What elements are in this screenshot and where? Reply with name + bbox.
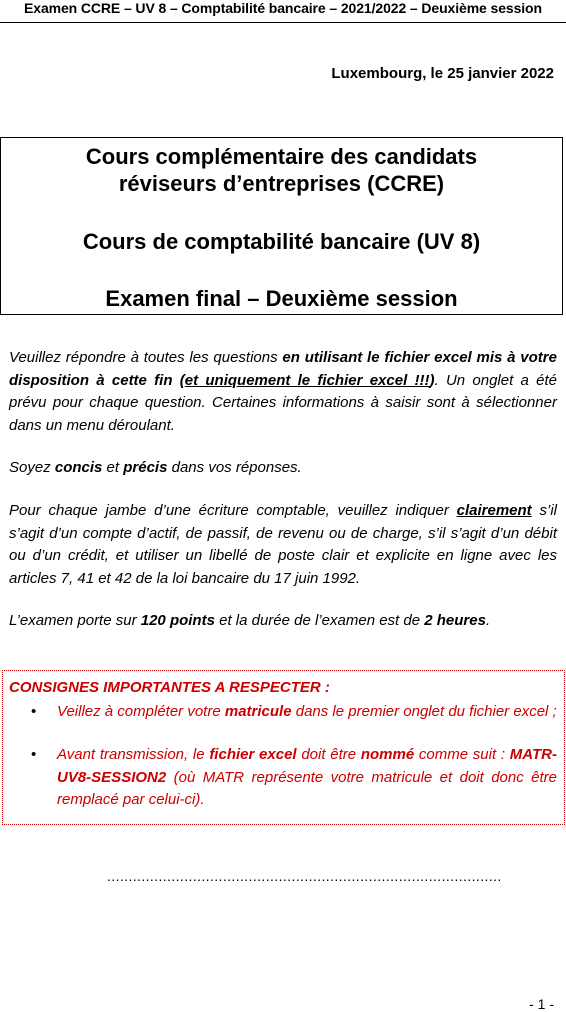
title-line-2: réviseurs d’entreprises (CCRE)	[118, 171, 445, 196]
title-line-4: Examen final – Deuxième session	[105, 286, 458, 311]
page-number: - 1 -	[529, 996, 554, 1012]
title-line-3: Cours de comptabilité bancaire (UV 8)	[82, 229, 481, 254]
consignes-box: CONSIGNES IMPORTANTES A RESPECTER : • Veillez à compléter votre matricule dans le premier onglet du fichier excel ; • Avant transmission, le fichier excel doit être nommé comme suit : MATR-UV8-SESSION2 (où MATR représente votre matricule et doit donc être remplacé par celui-ci).	[2, 670, 565, 825]
bullet-icon: •	[31, 746, 37, 763]
title-line-1: Cours complémentaire des candidats	[85, 144, 478, 169]
exam-paragraph: L’examen porte sur 120 points et la durée de l’examen est de 2 heures.	[9, 612, 491, 629]
header-divider	[0, 22, 566, 23]
running-header: Examen CCRE – UV 8 – Comptabilité bancaire – 2021/2022 – Deuxième session	[24, 0, 542, 16]
concise-paragraph: Soyez concis et précis dans vos réponses.	[9, 459, 302, 476]
jambe-paragraph: Pour chaque jambe d’une écriture comptable, veuillez indiquer clairement s’il s’agit d’un compte d’actif, de passif, de revenu ou de charge, s’il s’agit d’un débit ou d’un crédit, et utiliser un libellé de poste clair et explicite en ligne avec les articles 7, 41 et 42 de la loi bancaire du 17 juin 1992.	[9, 502, 557, 587]
intro-paragraph: Veuillez répondre à toutes les questions en utilisant le fichier excel mis à votre disposition à cette fin (et uniquement le fichier excel !!!). Un onglet a été prévu pour chaque question. Certaines informations à saisir sont à sélectionner dans un menu déroulant.	[9, 349, 558, 434]
consignes-title: CONSIGNES IMPORTANTES A RESPECTER :	[9, 679, 330, 696]
bullet-icon: •	[31, 703, 37, 720]
title-box	[0, 137, 563, 315]
document-date: Luxembourg, le 25 janvier 2022	[331, 65, 554, 82]
dotted-separator: ............................................................................................	[107, 868, 502, 884]
